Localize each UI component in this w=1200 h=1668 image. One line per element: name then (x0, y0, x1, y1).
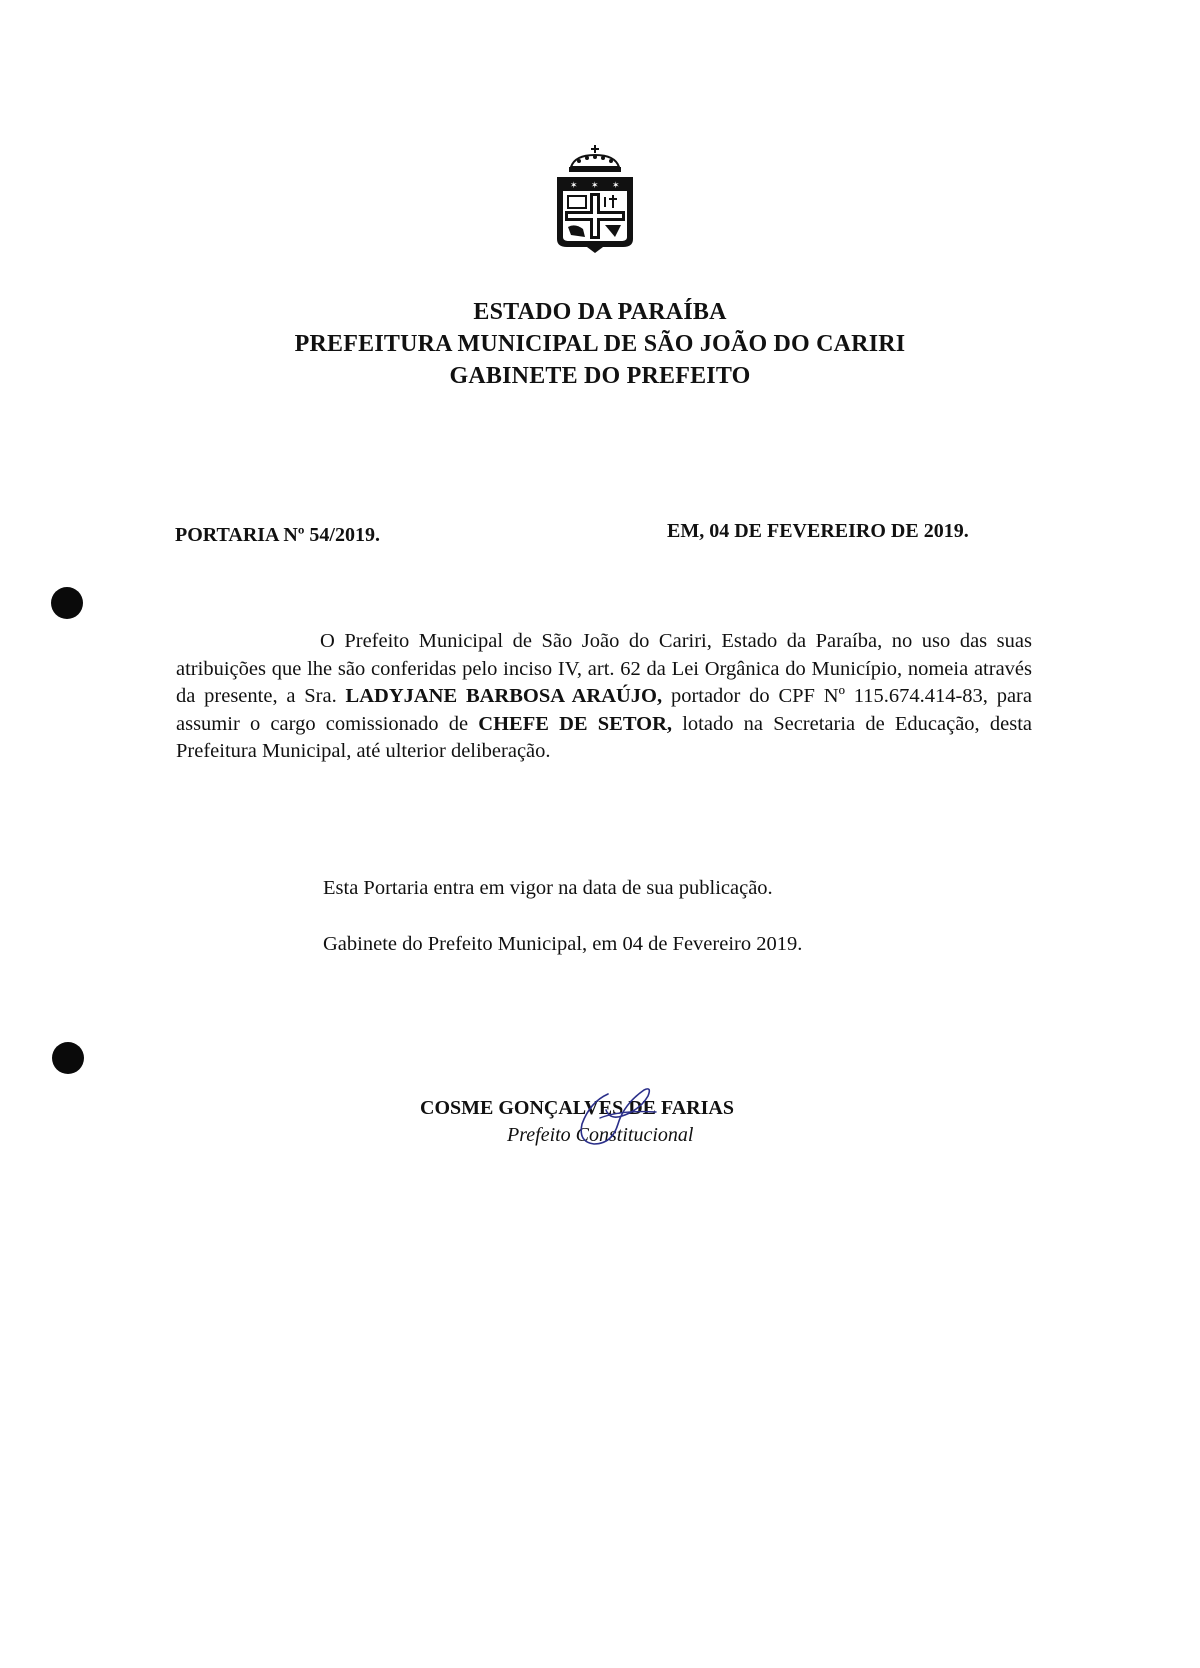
document-header (180, 296, 1020, 392)
header-office: GABINETE DO PREFEITO (449, 363, 751, 389)
signatory-role: Prefeito Constitucional (507, 1124, 694, 1146)
punch-hole-bottom (52, 1042, 84, 1074)
place-date-line: Gabinete do Prefeito Municipal, em 04 de Fevereiro 2019. (323, 933, 803, 955)
svg-text:✶: ✶ (612, 181, 620, 191)
svg-text:✶: ✶ (591, 181, 599, 191)
svg-text:✶: ✶ (570, 181, 578, 191)
body-text-part3: lotado na Secretaria de Educação, desta Prefeitura Municipal, até ulterior deliberação. (176, 712, 1032, 762)
municipal-coat-of-arms-icon (553, 143, 637, 255)
portaria-date: EM, 04 DE FEVEREIRO DE 2019. (667, 520, 969, 542)
header-state: ESTADO DA PARAÍBA (473, 299, 727, 325)
body-paragraph (176, 628, 1032, 766)
body-text-part1: O Prefeito Municipal de São João do Cariri, Estado da Paraíba, no uso das suas atribuições que lhe são conferidas pelo inciso IV, art. 62 da Lei Orgânica do Município, nomeia através da presente, a Sra. (176, 630, 1032, 707)
position-title: CHEFE DE SETOR, (478, 712, 673, 735)
header-municipality: PREFEITURA MUNICIPAL DE SÃO JOÃO DO CARIRI (294, 331, 906, 357)
portaria-number: PORTARIA Nº 54/2019. (175, 524, 380, 546)
punch-hole-top (51, 587, 83, 619)
appointee-name: LADYJANE BARBOSA ARAÚJO, (345, 685, 663, 707)
signatory-name: COSME GONÇALVES DE FARIAS (420, 1097, 734, 1119)
body-text-part2: portador do CPF Nº 115.674.414-83, para assumir o cargo comissionado de (176, 685, 1032, 735)
handwritten-signature-icon (560, 1080, 670, 1160)
effective-clause: Esta Portaria entra em vigor na data de sua publicação. (323, 877, 773, 899)
